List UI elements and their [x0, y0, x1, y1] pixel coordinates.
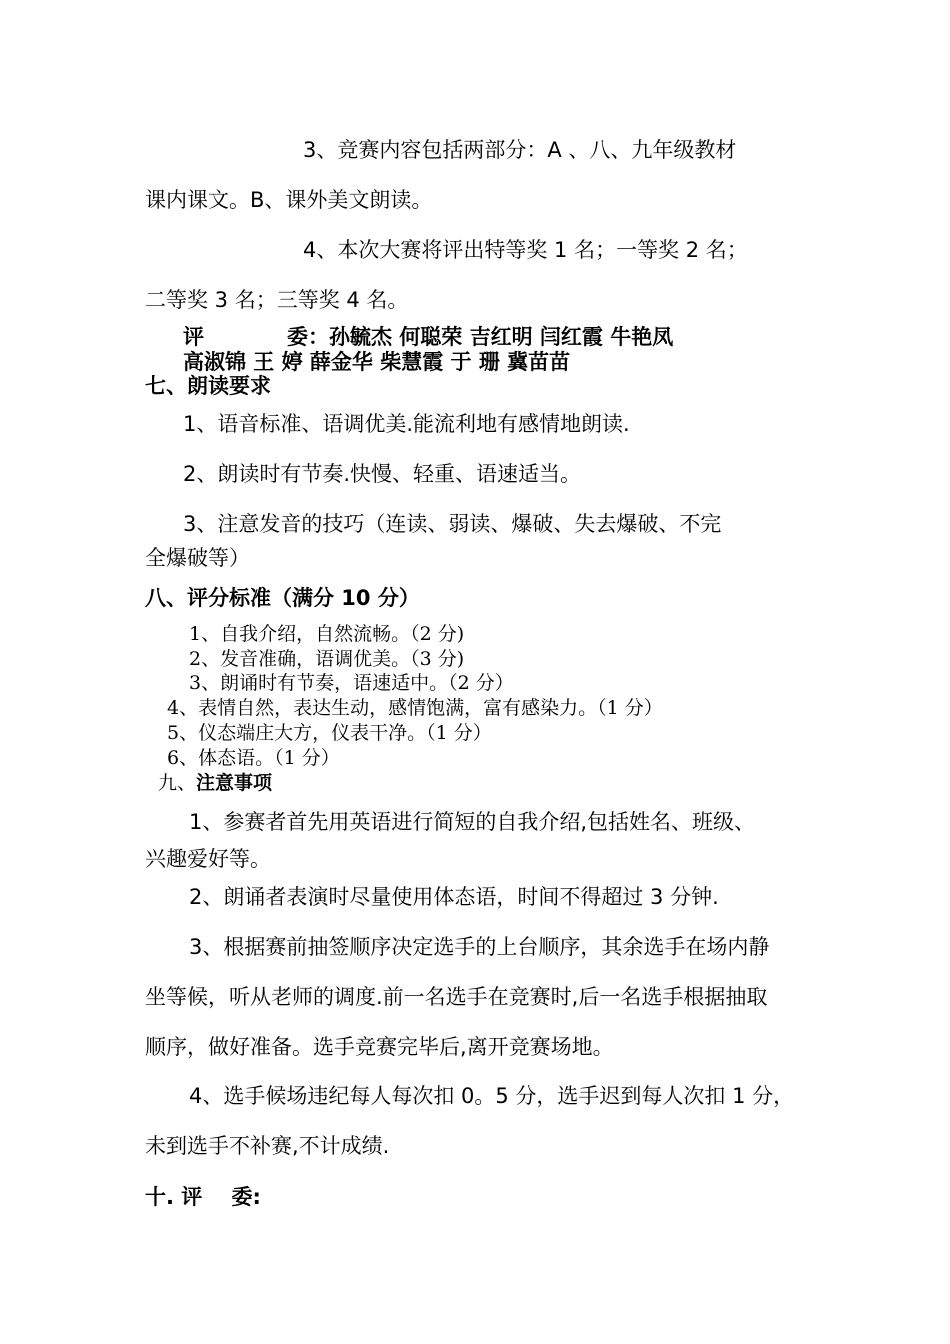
rule-4-line-2: 二等奖 3 名；三等奖 4 名。 — [145, 288, 409, 312]
note-3-line-2: 坐等候，听从老师的调度.前一名选手在竞赛时,后一名选手根据抽取 — [145, 985, 768, 1009]
note-4-line-2: 未到选手不补赛,不计成绩. — [145, 1134, 390, 1158]
scoring-item-2: 2、发音准确，语调优美。（3 分) — [189, 648, 465, 670]
judges-line-2: 高淑锦 王 婷 薛金华 柴慧霞 于 珊 冀苗苗 — [183, 350, 571, 374]
judges-names-1: 委：孙毓杰 何聪荣 吉红明 闫红霞 牛艳凤 — [287, 325, 674, 349]
scoring-item-3: 3、朗诵时有节奏，语速适中。（2 分） — [189, 672, 514, 694]
scoring-item-6: 6、体态语。（1 分） — [167, 747, 340, 769]
scoring-item-4: 4、表情自然，表达生动，感情饱满，富有感染力。（1 分） — [167, 697, 663, 719]
note-1-line-1: 1、参赛者首先用英语进行简短的自我介绍,包括姓名、班级、 — [189, 810, 756, 834]
section-9-title: 注意事项 — [196, 772, 273, 794]
section-10-heading: 十. 评 委: — [145, 1185, 261, 1209]
section-9-heading — [158, 771, 272, 795]
reading-req-3-line-1: 3、注意发音的技巧（连读、弱读、爆破、失去爆破、不完 — [183, 512, 722, 536]
rule-4-line-1: 4、本次大赛将评出特等奖 1 名；一等奖 2 名； — [303, 238, 748, 262]
note-3-line-3: 顺序，做好准备。选手竞赛完毕后,离开竞赛场地。 — [145, 1035, 614, 1059]
scoring-item-1: 1、自我介绍，自然流畅。（2 分) — [189, 623, 465, 645]
judges-line-1 — [183, 324, 673, 350]
section-7-heading: 七、朗读要求 — [145, 374, 271, 398]
section-9-number: 九、 — [158, 772, 197, 794]
judges-label: 评 — [183, 325, 204, 349]
note-3-line-1: 3、根据赛前抽签顺序决定选手的上台顺序，其余选手在场内静 — [189, 935, 770, 959]
reading-req-1: 1、语音标准、语调优美.能流利地有感情地朗读. — [183, 412, 630, 436]
rule-3-line-2: 课内课文。B、课外美文朗读。 — [145, 188, 433, 212]
scoring-item-5: 5、仪态端庄大方，仪表干净。（1 分） — [167, 722, 492, 744]
rule-3-line-1: 3、竞赛内容包括两部分：A 、八、九年级教材 — [303, 138, 737, 162]
reading-req-2: 2、朗读时有节奏.快慢、轻重、语速适当。 — [183, 462, 582, 486]
section-8-heading: 八、评分标准（满分 10 分） — [145, 586, 420, 610]
note-1-line-2: 兴趣爱好等。 — [145, 847, 271, 871]
note-4-line-1: 4、选手候场违纪每人每次扣 0。5 分，选手迟到每人次扣 1 分， — [189, 1084, 795, 1108]
reading-req-3-line-2: 全爆破等） — [145, 546, 250, 570]
note-2: 2、朗诵者表演时尽量使用体态语，时间不得超过 3 分钟. — [189, 885, 719, 909]
